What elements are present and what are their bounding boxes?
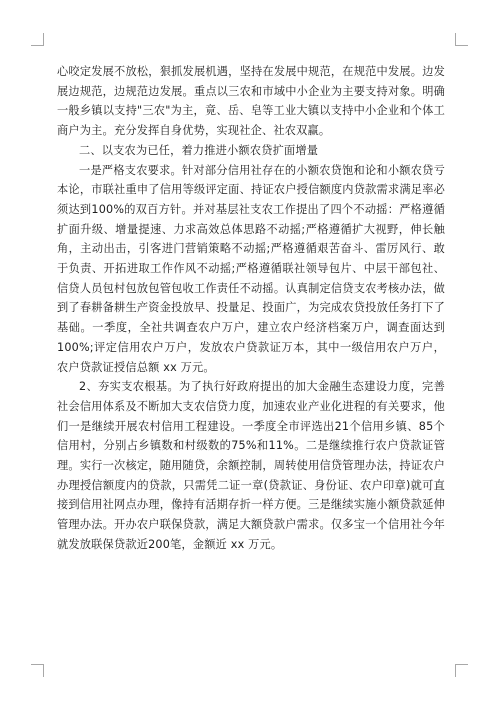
crop-mark-bottom-left (31, 664, 44, 677)
document-body (57, 62, 445, 555)
paragraph-continuation: 心咬定发展不放松，狠抓发展机遇，坚持在发展中规范，在规范中发展。边发展边规范，边规范边发展。重点以三农和市域中小企业为主要支持对象。明确一般乡镇以支持"三农"为主，竟、岳、皂等工业大镇以支持中小企业和个体工商户为主。充分发挥自身优势，实现社企、社农双赢。 (57, 65, 445, 138)
paragraph-strict-requirements: 一是严格支农要求。针对部分信用社存在的小额农贷饱和论和小额农贷亏本论，市联社重申了信用等级评定面、持证农户授信额度内贷款需求满足率必须达到100%的双百方针。并对基层社支农工作提出了四个不动摇：严格遵循扩面升级、增量提速、力求高效总体思路不动摇;严格遵循扩大视野，伸长触角，主动出击，引客进门营销策略不动摇;严格遵循艰苦奋斗、雷厉风行、敢于负责、开拓进取工作作风不动摇;严格遵循联社领导包片、中层干部包社、信贷人员包村包放包管包收工作责任不动摇。认真制定信贷支农考核办法，做到了春耕备耕生产资金投放早、投量足、投面广，为完成农贷投放任务打下了基础。一季度，全社共调查农户万户，建立农户经济档案万户，调查面达到100%;评定信用农户万户，发放农户贷款证万本，其中一级信用农户万户，农户贷款证授信总额 xx 万元。 (57, 163, 445, 374)
crop-mark-bottom-right (455, 664, 468, 677)
crop-mark-top-right (455, 33, 468, 46)
paragraph-foundation: 2、夯实支农根基。为了执行好政府提出的加大金融生态建设力度，完善社会信用体系及不断加大支农信贷力度，加速农业产业化进程的有关要求，他们一是继续开展农村信用工程建设。一季度全市评选出21个信用乡镇、85个信用村，分别占乡镇数和村级数的75%和11%。二是继续推行农户贷款证管理。实行一次核定，随用随贷，余额控制，周转使用信贷管理办法，持证农户办理授信额度内的贷款，只需凭二证一章(贷款证、身份证、农户印章)就可直接到信用社网点办理，像持有活期存折一样方便。三是继续实施小额贷款延伸管理办法。开办农户联保贷款，满足大额贷款户需求。仅多宝一个信用社今年就发放联保贷款近200笔，金额近 xx 万元。 (57, 380, 445, 551)
section-heading: 二、以支农为已任，着力推进小额农贷扩面增量 (79, 143, 319, 157)
crop-mark-top-left (31, 33, 44, 46)
